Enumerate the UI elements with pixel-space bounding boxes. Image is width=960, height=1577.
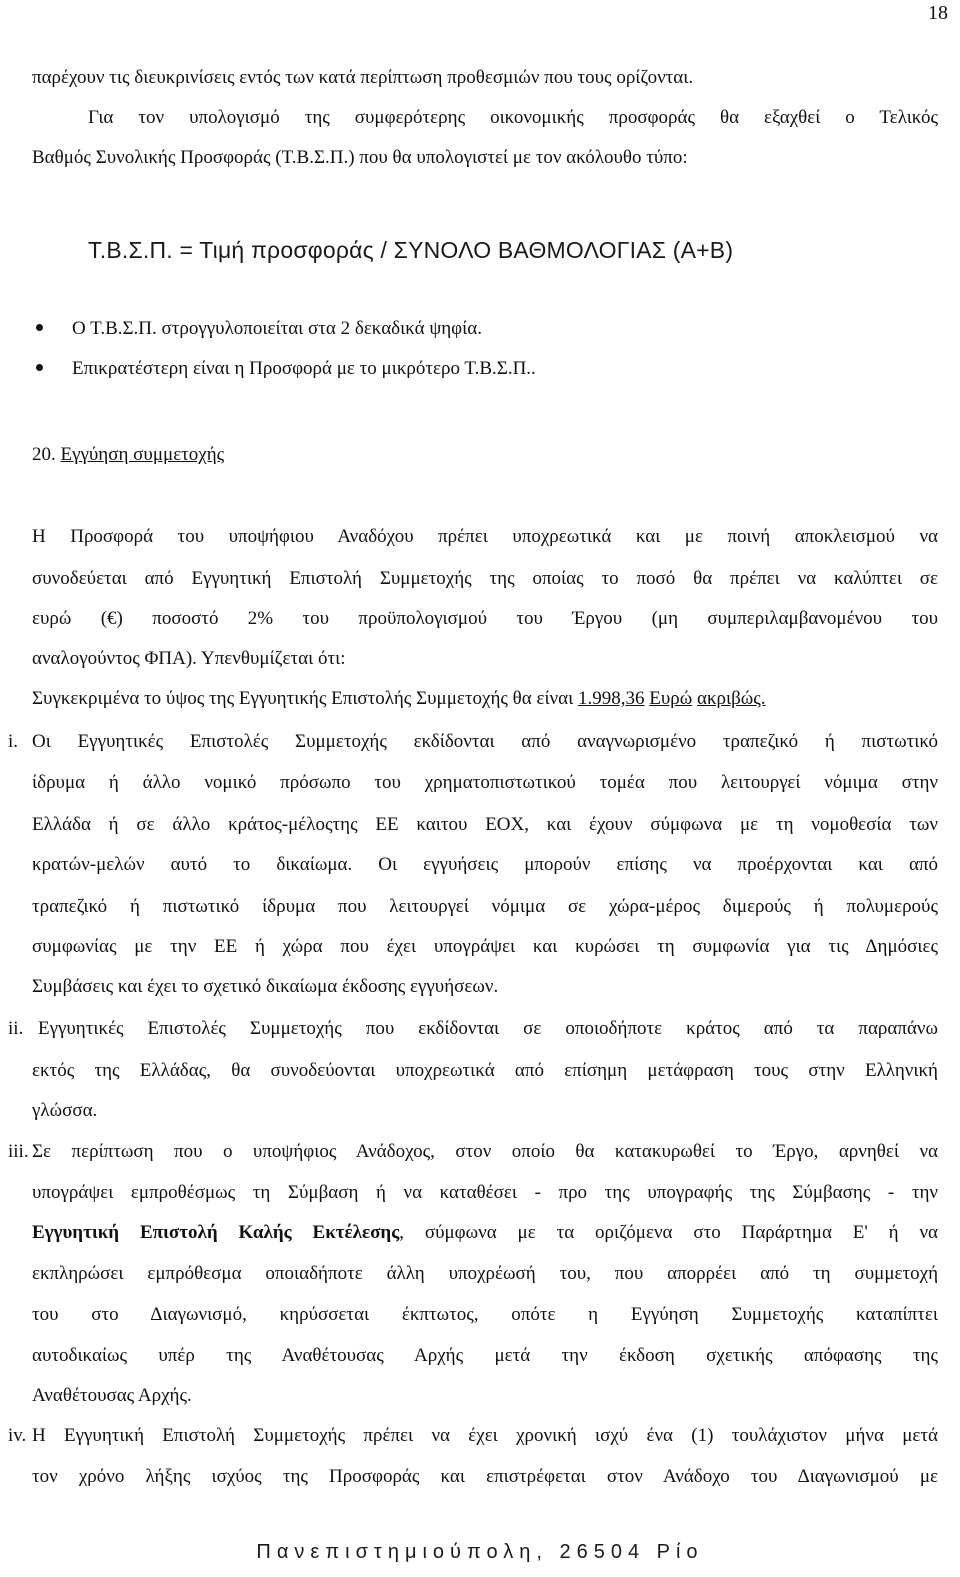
- item-line: του στο Διαγωνισμό, κηρύσσεται έκπτωτος, οπότε η Εγγύηση Συμμετοχής καταπίπτει: [32, 1304, 938, 1325]
- paragraph-line: αναλογούντος ΦΠΑ). Υπενθυμίζεται ότι:: [32, 648, 346, 669]
- item-line: υπογράψει εμπροθέσμως τη Σύμβαση ή να καταθέσει - προ της υπογραφής της Σύμβασης - την: [32, 1182, 938, 1203]
- page-number: 18: [928, 2, 948, 24]
- item-line: Ελλάδα ή σε άλλο κράτος-μέλοςτης ΕΕ καιτου ΕΟΧ, και έχουν σύμφωνα με τη νομοθεσία των: [32, 814, 938, 835]
- item-line: Συμβάσεις και έχει το σχετικό δικαίωμα έκδοσης εγγυήσεων.: [32, 976, 499, 997]
- item-line: ίδρυμα ή άλλο νομικό πρόσωπο του χρηματοπιστωτικού τομέα που λειτουργεί νόμιμα στην: [32, 772, 938, 793]
- paragraph-line: Η Προσφορά του υποψήφιου Αναδόχου πρέπει υποχρεωτικά και με ποινή αποκλεισμού να: [32, 526, 938, 547]
- bullet-dot: [36, 364, 43, 371]
- text-line: παρέχουν τις διευκρινίσεις εντός των κατά περίπτωση προθεσμιών που τους ορίζονται.: [32, 67, 694, 88]
- item-line: Εγγυητικές Επιστολές Συμμετοχής που εκδίδονται σε οποιοδήποτε κράτος από τα παραπάνω: [38, 1018, 938, 1039]
- amount-prefix: Συγκεκριμένα το ύψος της Εγγυητικής Επιστολής Συμμετοχής θα είναι: [32, 688, 578, 709]
- item-number: ii.: [8, 1018, 24, 1039]
- item-line: [32, 1221, 938, 1245]
- item-line: εκτός της Ελλάδας, θα συνοδεύονται υποχρεωτικά από επίσημη μετάφραση τους στην Ελληνική: [32, 1060, 938, 1081]
- item-line: συμφωνίας με την ΕΕ ή χώρα που έχει υπογράψει και κυρώσει τη συμφωνία για τις Δημόσιες: [32, 936, 938, 957]
- item-line: Αναθέτουσας Αρχής.: [32, 1385, 192, 1406]
- amount-currency: Ευρώ: [649, 688, 693, 709]
- item-line: αυτοδικαίως υπέρ της Αναθέτουσας Αρχής μετά την έκδοση σχετικής απόφασης της: [32, 1345, 938, 1366]
- item-line: τραπεζικό ή πιστωτικό ίδρυμα που λειτουργεί νόμιμα σε χώρα-μέρος διμερούς ή πολυμερούς: [32, 896, 938, 917]
- item-line: τον χρόνο λήξης ισχύος της Προσφοράς και επιστρέφεται στον Ανάδοχο του Διαγωνισμού με: [32, 1466, 938, 1487]
- bullet-item: Ο Τ.Β.Σ.Π. στρογγυλοποιείται στα 2 δεκαδικά ψηφία.: [72, 318, 482, 339]
- text-line: Βαθμός Συνολικής Προσφοράς (Τ.Β.Σ.Π.) που θα υπολογιστεί με τον ακόλουθο τύπο:: [32, 147, 688, 168]
- item-line: κρατών-μελών αυτό το δικαίωμα. Οι εγγυήσεις μπορούν επίσης να προέρχονται και από: [32, 854, 938, 875]
- section-heading: [32, 443, 938, 467]
- item-number: iv.: [8, 1425, 27, 1446]
- text-line: Για τον υπολογισμό της συμφερότερης οικονομικής προσφοράς θα εξαχθεί ο Τελικός: [88, 107, 938, 128]
- item-line: Η Εγγυητική Επιστολή Συμμετοχής πρέπει να έχει χρονική ισχύ ένα (1) τουλάχιστον μήνα μετά: [32, 1425, 938, 1446]
- bullet-item: Επικρατέστερη είναι η Προσφορά με το μικρότερο Τ.Β.Σ.Π..: [72, 358, 536, 379]
- item-line-rest: , σύμφωνα με τα οριζόμενα στο Παράρτημα Ε' ή να: [399, 1222, 939, 1243]
- item-line: Σε περίπτωση που ο υποψήφιος Ανάδοχος, στον οποίο θα κατακυρωθεί το Έργο, αρνηθεί να: [32, 1141, 938, 1162]
- bold-phrase: Εγγυητική Επιστολή Καλής Εκτέλεσης: [32, 1222, 400, 1243]
- item-line: Οι Εγγυητικές Επιστολές Συμμετοχής εκδίδονται από αναγνωρισμένο τραπεζικό ή πιστωτικό: [32, 731, 938, 752]
- section-number: 20.: [32, 444, 56, 465]
- section-title: Εγγύηση συμμετοχής: [60, 444, 225, 465]
- item-line: εκπληρώσει εμπρόθεσμα οποιαδήποτε άλλη υποχρέωσή του, που απορρέει από τη συμμετοχή: [32, 1263, 938, 1284]
- item-number: i.: [8, 731, 19, 752]
- amount-exact: ακριβώς.: [696, 688, 766, 709]
- page-footer: Πανεπιστημιούπολη, 26504 Ρίο: [256, 1541, 704, 1563]
- amount-line: [32, 687, 938, 711]
- paragraph-line: ευρώ (€) ποσοστό 2% του προϋπολογισμού του Έργου (μη συμπεριλαμβανομένου του: [32, 608, 938, 629]
- amount-value: 1.998,36: [577, 688, 645, 709]
- item-line: γλώσσα.: [32, 1100, 98, 1121]
- item-number: iii.: [8, 1141, 29, 1162]
- bullet-dot: [36, 324, 43, 331]
- formula: Τ.Β.Σ.Π. = Τιμή προσφοράς / ΣΥΝΟΛΟ ΒΑΘΜΟΛΟΓΙΑΣ (Α+Β): [88, 237, 734, 263]
- paragraph-line: συνοδεύεται από Εγγυητική Επιστολή Συμμετοχής της οποίας το ποσό θα πρέπει να καλύπτει σε: [32, 568, 938, 589]
